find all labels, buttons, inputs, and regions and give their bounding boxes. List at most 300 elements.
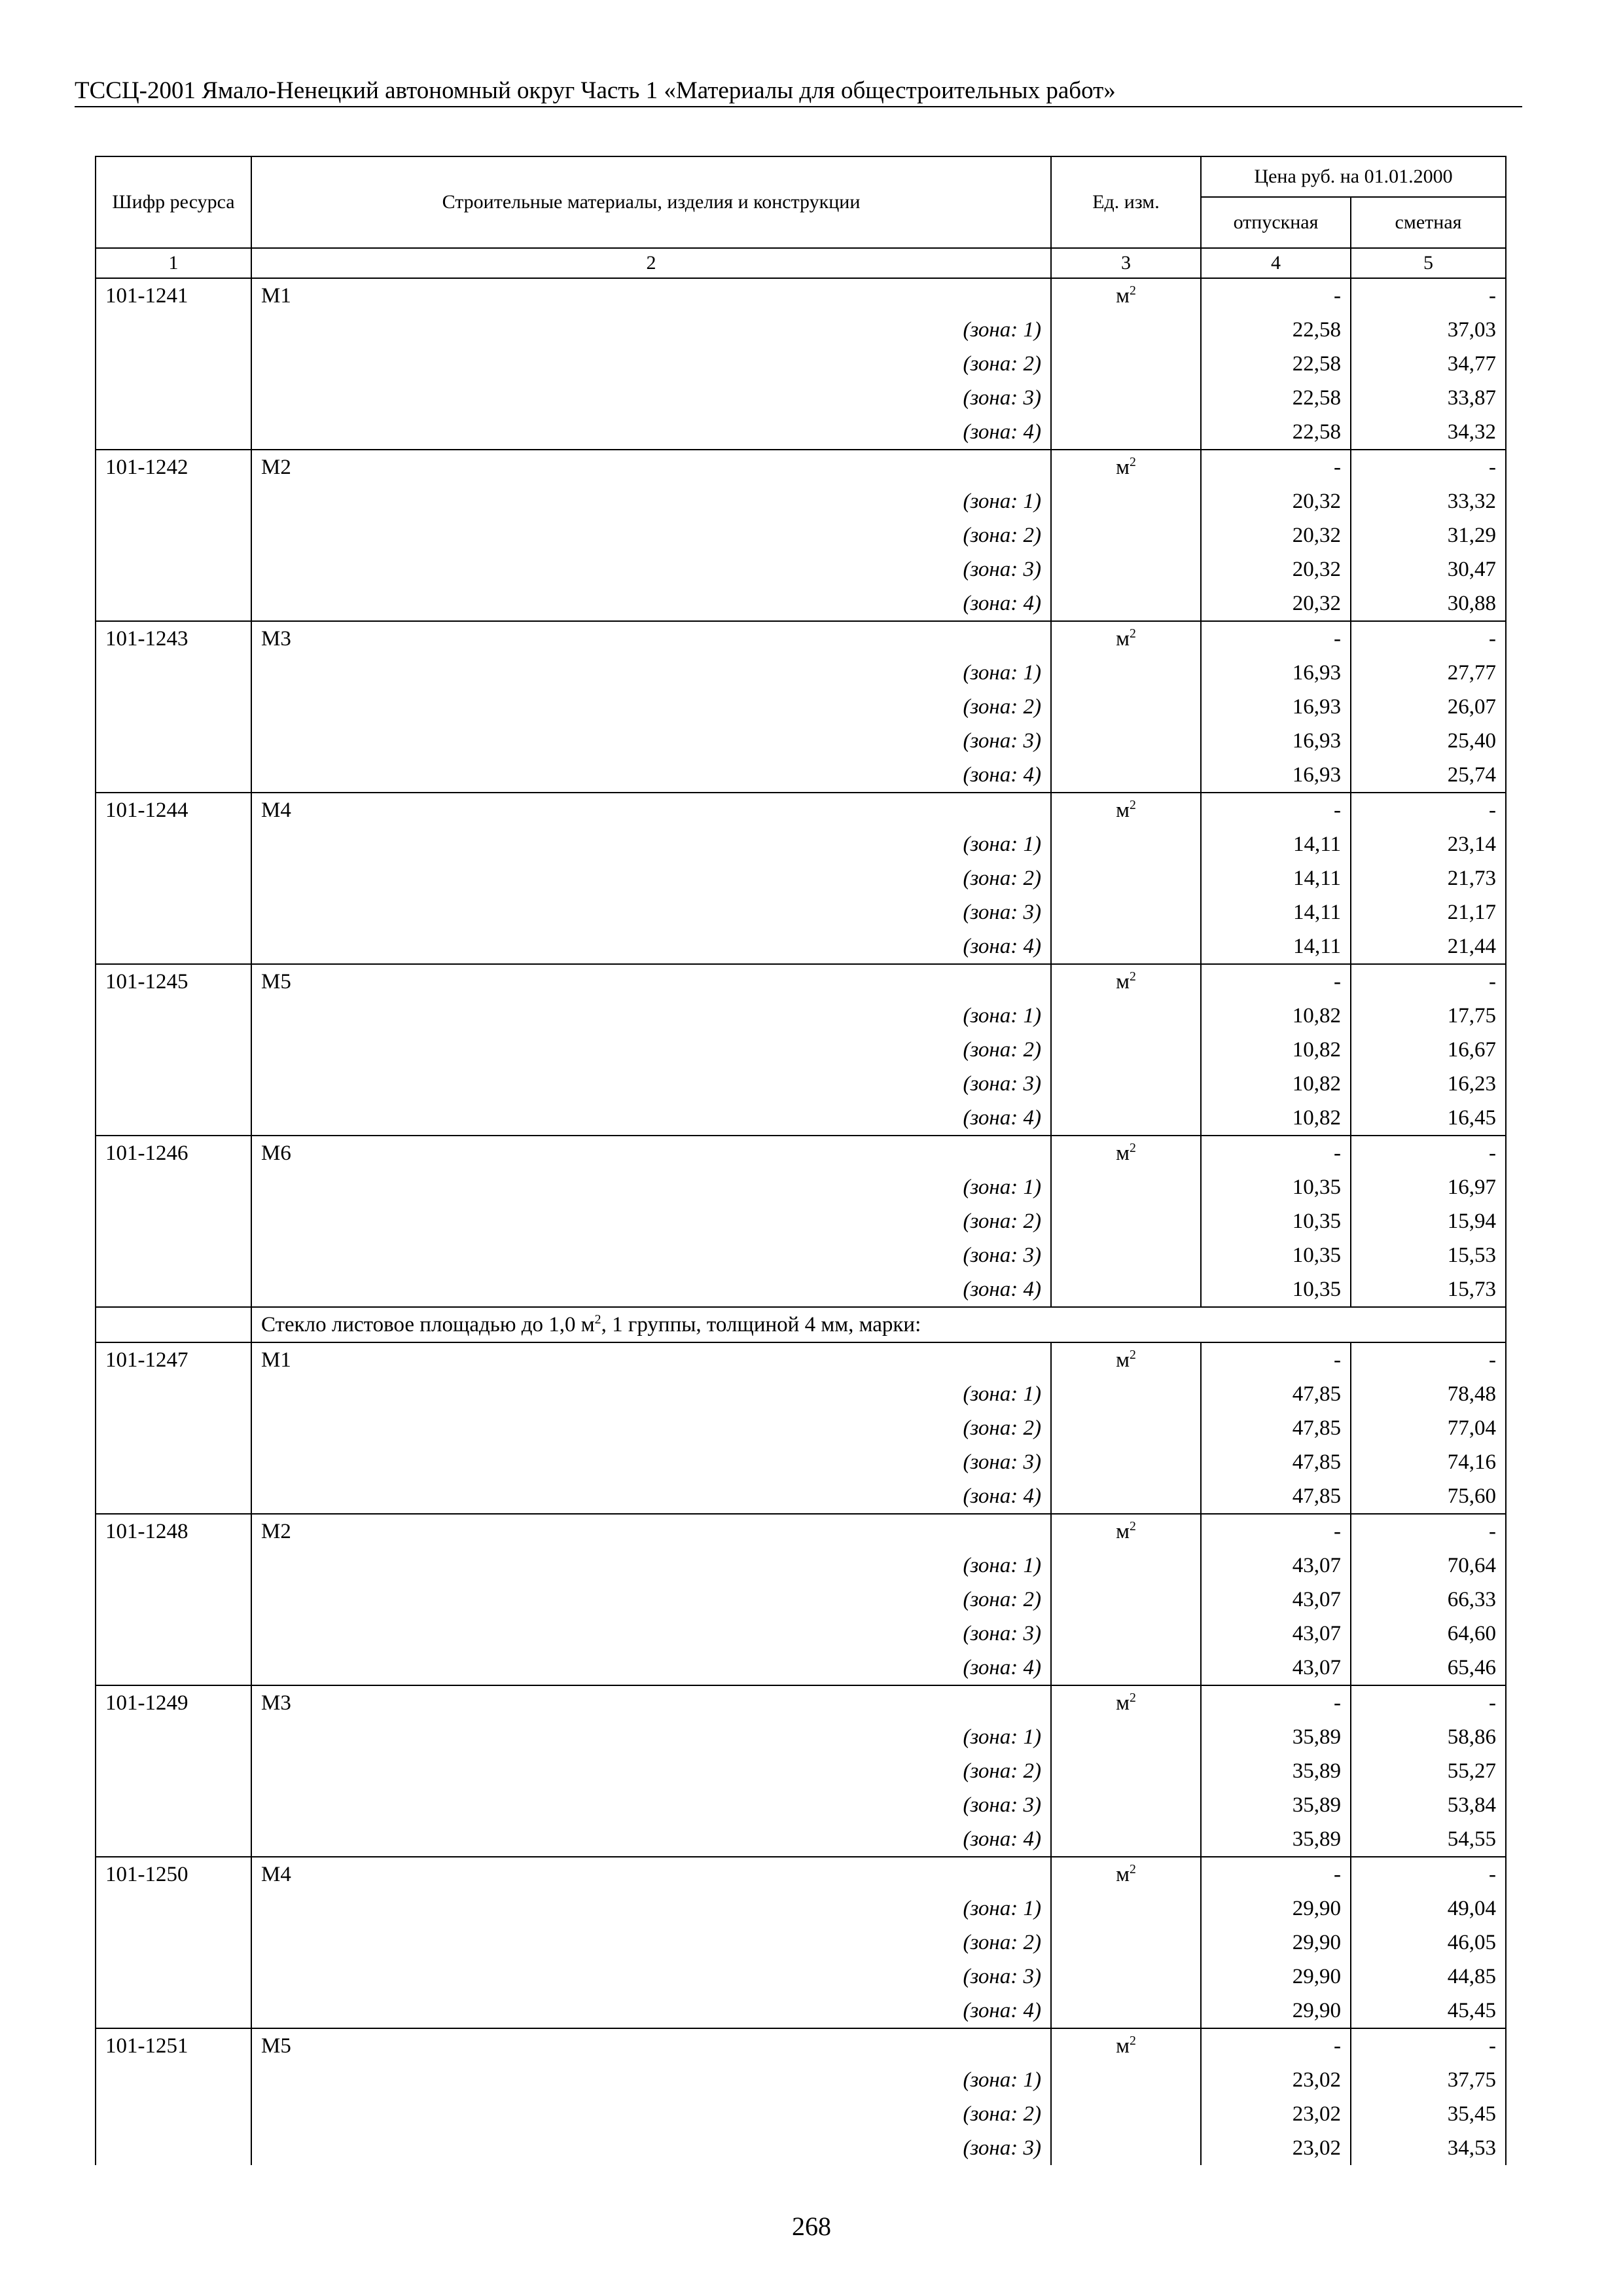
zone-row	[96, 827, 1506, 861]
unit-superscript: 2	[1130, 1348, 1136, 1362]
unit-empty	[1051, 1479, 1201, 1514]
price-table-container	[95, 156, 1507, 2165]
zone-row	[96, 724, 1506, 758]
zone-row	[96, 1272, 1506, 1307]
item-row	[96, 450, 1506, 484]
zone-label: (зона: 2)	[251, 1033, 1051, 1067]
zone-label: (зона: 1)	[251, 1720, 1051, 1754]
zone-row	[96, 999, 1506, 1033]
zone-label: (зона: 2)	[251, 1754, 1051, 1788]
zone-row	[96, 1651, 1506, 1685]
release-price: -	[1201, 964, 1351, 999]
resource-code-empty	[96, 1445, 251, 1479]
table-body	[96, 278, 1506, 2165]
release-price: 22,58	[1201, 381, 1351, 415]
zone-row	[96, 1549, 1506, 1583]
zone-label: (зона: 4)	[251, 1822, 1051, 1857]
release-price: 10,82	[1201, 1101, 1351, 1136]
estimate-price: 31,29	[1351, 518, 1506, 552]
zone-label: (зона: 3)	[251, 1617, 1051, 1651]
unit-empty	[1051, 1926, 1201, 1960]
zone-row	[96, 2063, 1506, 2097]
release-price: 43,07	[1201, 1549, 1351, 1583]
release-price: 20,32	[1201, 518, 1351, 552]
estimate-price: 34,77	[1351, 347, 1506, 381]
estimate-price: 66,33	[1351, 1583, 1506, 1617]
material-name: М4	[251, 793, 1051, 827]
release-price: 22,58	[1201, 415, 1351, 450]
unit-superscript: 2	[1130, 798, 1136, 812]
unit-empty	[1051, 690, 1201, 724]
unit-text: м	[1116, 1520, 1130, 1543]
zone-row	[96, 1479, 1506, 1514]
estimate-price: 45,45	[1351, 1994, 1506, 2028]
zone-label: (зона: 2)	[251, 1926, 1051, 1960]
unit-text: м	[1116, 456, 1130, 479]
release-price: 10,35	[1201, 1272, 1351, 1307]
resource-code-empty	[96, 1101, 251, 1136]
unit-text: м	[1116, 970, 1130, 994]
zone-row	[96, 2097, 1506, 2131]
estimate-price: -	[1351, 793, 1506, 827]
section-row	[96, 1307, 1506, 1342]
release-price: 23,02	[1201, 2097, 1351, 2131]
resource-code-empty	[96, 1926, 251, 1960]
release-price: 14,11	[1201, 895, 1351, 929]
estimate-price: 25,40	[1351, 724, 1506, 758]
resource-code-empty	[96, 1479, 251, 1514]
zone-row	[96, 1822, 1506, 1857]
estimate-price: 58,86	[1351, 1720, 1506, 1754]
estimate-price: 53,84	[1351, 1788, 1506, 1822]
estimate-price: -	[1351, 278, 1506, 313]
zone-row	[96, 1754, 1506, 1788]
section-heading	[251, 1307, 1506, 1342]
unit-text: м	[1116, 1348, 1130, 1372]
estimate-price: 16,67	[1351, 1033, 1506, 1067]
zone-row	[96, 415, 1506, 450]
release-price: 10,35	[1201, 1170, 1351, 1204]
estimate-price: 16,45	[1351, 1101, 1506, 1136]
release-price: 43,07	[1201, 1617, 1351, 1651]
zone-label: (зона: 2)	[251, 1204, 1051, 1238]
material-name: М3	[251, 1685, 1051, 1720]
resource-code-empty	[96, 2063, 251, 2097]
item-row	[96, 621, 1506, 656]
resource-code: 101-1249	[96, 1685, 251, 1720]
estimate-price: 26,07	[1351, 690, 1506, 724]
release-price: 43,07	[1201, 1583, 1351, 1617]
price-table	[95, 156, 1507, 2165]
resource-code-empty	[96, 1892, 251, 1926]
zone-label: (зона: 4)	[251, 758, 1051, 793]
resource-code: 101-1248	[96, 1514, 251, 1549]
zone-row	[96, 1994, 1506, 2028]
unit-cell	[1051, 1342, 1201, 1377]
unit-empty	[1051, 1204, 1201, 1238]
release-price: -	[1201, 1136, 1351, 1170]
release-price: 47,85	[1201, 1479, 1351, 1514]
zone-label: (зона: 1)	[251, 2063, 1051, 2097]
estimate-price: 33,87	[1351, 381, 1506, 415]
zone-row	[96, 656, 1506, 690]
estimate-price: 35,45	[1351, 2097, 1506, 2131]
release-price: 35,89	[1201, 1754, 1351, 1788]
zone-row	[96, 1170, 1506, 1204]
unit-empty	[1051, 2097, 1201, 2131]
estimate-price: 64,60	[1351, 1617, 1506, 1651]
resource-code-empty	[96, 381, 251, 415]
zone-label: (зона: 4)	[251, 1101, 1051, 1136]
resource-code-empty	[96, 1170, 251, 1204]
estimate-price: 15,53	[1351, 1238, 1506, 1272]
estimate-price: 37,03	[1351, 313, 1506, 347]
resource-code-empty	[96, 1822, 251, 1857]
item-row	[96, 1342, 1506, 1377]
header-estimate-price: сметная	[1351, 197, 1506, 248]
release-price: 47,85	[1201, 1377, 1351, 1411]
unit-empty	[1051, 861, 1201, 895]
unit-text: м	[1116, 284, 1130, 308]
unit-cell	[1051, 1685, 1201, 1720]
resource-code-empty	[96, 656, 251, 690]
unit-empty	[1051, 415, 1201, 450]
material-name: М3	[251, 621, 1051, 656]
resource-code-empty	[96, 347, 251, 381]
zone-row	[96, 1720, 1506, 1754]
release-price: 20,32	[1201, 484, 1351, 518]
unit-empty	[1051, 1720, 1201, 1754]
header-unit: Ед. изм.	[1051, 156, 1201, 248]
zone-row	[96, 381, 1506, 415]
estimate-price: -	[1351, 621, 1506, 656]
release-price: 16,93	[1201, 656, 1351, 690]
unit-empty	[1051, 2131, 1201, 2165]
item-row	[96, 1514, 1506, 1549]
unit-empty	[1051, 518, 1201, 552]
resource-code-empty	[96, 1307, 251, 1342]
estimate-price: -	[1351, 450, 1506, 484]
resource-code-empty	[96, 1238, 251, 1272]
estimate-price: 30,47	[1351, 552, 1506, 586]
release-price: 23,02	[1201, 2131, 1351, 2165]
release-price: 47,85	[1201, 1411, 1351, 1445]
zone-row	[96, 2131, 1506, 2165]
unit-superscript: 2	[1130, 1691, 1136, 1705]
unit-text: м	[1116, 1863, 1130, 1886]
release-price: 35,89	[1201, 1720, 1351, 1754]
zone-label: (зона: 1)	[251, 1170, 1051, 1204]
zone-label: (зона: 3)	[251, 724, 1051, 758]
estimate-price: -	[1351, 964, 1506, 999]
unit-empty	[1051, 1272, 1201, 1307]
zone-row	[96, 1204, 1506, 1238]
release-price: 10,35	[1201, 1204, 1351, 1238]
unit-empty	[1051, 758, 1201, 793]
unit-empty	[1051, 1960, 1201, 1994]
unit-empty	[1051, 1549, 1201, 1583]
unit-empty	[1051, 999, 1201, 1033]
zone-row	[96, 1892, 1506, 1926]
zone-label: (зона: 1)	[251, 999, 1051, 1033]
resource-code: 101-1242	[96, 450, 251, 484]
unit-empty	[1051, 1033, 1201, 1067]
column-number: 2	[251, 248, 1051, 278]
zone-row	[96, 1788, 1506, 1822]
resource-code-empty	[96, 929, 251, 964]
zone-label: (зона: 4)	[251, 1994, 1051, 2028]
release-price: -	[1201, 450, 1351, 484]
resource-code-empty	[96, 690, 251, 724]
resource-code-empty	[96, 1617, 251, 1651]
unit-empty	[1051, 1583, 1201, 1617]
release-price: 23,02	[1201, 2063, 1351, 2097]
zone-label: (зона: 3)	[251, 1238, 1051, 1272]
zone-row	[96, 1411, 1506, 1445]
resource-code-empty	[96, 484, 251, 518]
unit-empty	[1051, 1994, 1201, 2028]
unit-empty	[1051, 1754, 1201, 1788]
zone-row	[96, 1617, 1506, 1651]
zone-row	[96, 1033, 1506, 1067]
material-name: М4	[251, 1857, 1051, 1892]
estimate-price: 33,32	[1351, 484, 1506, 518]
resource-code: 101-1245	[96, 964, 251, 999]
unit-cell	[1051, 450, 1201, 484]
release-price: 29,90	[1201, 1892, 1351, 1926]
zone-row	[96, 758, 1506, 793]
estimate-price: 49,04	[1351, 1892, 1506, 1926]
section-superscript: 2	[594, 1312, 601, 1327]
resource-code-empty	[96, 861, 251, 895]
estimate-price: 30,88	[1351, 586, 1506, 621]
zone-label: (зона: 4)	[251, 586, 1051, 621]
estimate-price: 78,48	[1351, 1377, 1506, 1411]
unit-empty	[1051, 1445, 1201, 1479]
resource-code: 101-1250	[96, 1857, 251, 1892]
unit-empty	[1051, 586, 1201, 621]
material-name: М5	[251, 964, 1051, 999]
estimate-price: 37,75	[1351, 2063, 1506, 2097]
column-number: 1	[96, 248, 251, 278]
resource-code-empty	[96, 1067, 251, 1101]
unit-cell	[1051, 278, 1201, 313]
unit-empty	[1051, 1822, 1201, 1857]
estimate-price: 21,73	[1351, 861, 1506, 895]
release-price: 47,85	[1201, 1445, 1351, 1479]
column-number: 4	[1201, 248, 1351, 278]
release-price: -	[1201, 793, 1351, 827]
resource-code-empty	[96, 827, 251, 861]
zone-label: (зона: 1)	[251, 1892, 1051, 1926]
estimate-price: 46,05	[1351, 1926, 1506, 1960]
unit-cell	[1051, 2028, 1201, 2063]
release-price: -	[1201, 278, 1351, 313]
unit-empty	[1051, 1892, 1201, 1926]
release-price: 29,90	[1201, 1926, 1351, 1960]
item-row	[96, 1685, 1506, 1720]
release-price: 29,90	[1201, 1994, 1351, 2028]
resource-code-empty	[96, 1377, 251, 1411]
item-row	[96, 2028, 1506, 2063]
header-rule	[75, 106, 1522, 107]
section-text-tail: , 1 группы, толщиной 4 мм, марки:	[601, 1313, 921, 1336]
resource-code-empty	[96, 586, 251, 621]
zone-row	[96, 1238, 1506, 1272]
estimate-price: 55,27	[1351, 1754, 1506, 1788]
zone-label: (зона: 3)	[251, 1445, 1051, 1479]
estimate-price: 77,04	[1351, 1411, 1506, 1445]
zone-label: (зона: 1)	[251, 313, 1051, 347]
unit-empty	[1051, 1101, 1201, 1136]
release-price: 10,82	[1201, 999, 1351, 1033]
release-price: -	[1201, 1685, 1351, 1720]
resource-code-empty	[96, 1549, 251, 1583]
release-price: -	[1201, 621, 1351, 656]
resource-code-empty	[96, 2131, 251, 2165]
release-price: 43,07	[1201, 1651, 1351, 1685]
release-price: 22,58	[1201, 347, 1351, 381]
zone-label: (зона: 1)	[251, 484, 1051, 518]
estimate-price: -	[1351, 2028, 1506, 2063]
zone-label: (зона: 3)	[251, 2131, 1051, 2165]
zone-row	[96, 1067, 1506, 1101]
unit-empty	[1051, 895, 1201, 929]
zone-label: (зона: 4)	[251, 1272, 1051, 1307]
estimate-price: 74,16	[1351, 1445, 1506, 1479]
unit-empty	[1051, 724, 1201, 758]
unit-cell	[1051, 1136, 1201, 1170]
resource-code: 101-1241	[96, 278, 251, 313]
unit-superscript: 2	[1130, 1519, 1136, 1534]
unit-empty	[1051, 1170, 1201, 1204]
zone-label: (зона: 4)	[251, 415, 1051, 450]
zone-row	[96, 895, 1506, 929]
resource-code: 101-1243	[96, 621, 251, 656]
release-price: 35,89	[1201, 1822, 1351, 1857]
header-price-group: Цена руб. на 01.01.2000	[1201, 156, 1506, 197]
release-price: 20,32	[1201, 586, 1351, 621]
resource-code: 101-1244	[96, 793, 251, 827]
item-row	[96, 1136, 1506, 1170]
resource-code-empty	[96, 1033, 251, 1067]
unit-superscript: 2	[1130, 283, 1136, 298]
release-price: 16,93	[1201, 690, 1351, 724]
unit-cell	[1051, 1514, 1201, 1549]
release-price: 14,11	[1201, 861, 1351, 895]
estimate-price: 15,94	[1351, 1204, 1506, 1238]
release-price: 16,93	[1201, 724, 1351, 758]
zone-label: (зона: 2)	[251, 2097, 1051, 2131]
unit-superscript: 2	[1130, 626, 1136, 641]
zone-label: (зона: 3)	[251, 1067, 1051, 1101]
item-row	[96, 278, 1506, 313]
zone-label: (зона: 1)	[251, 827, 1051, 861]
unit-empty	[1051, 1238, 1201, 1272]
resource-code-empty	[96, 999, 251, 1033]
zone-label: (зона: 3)	[251, 1788, 1051, 1822]
unit-text: м	[1116, 798, 1130, 822]
estimate-price: 21,44	[1351, 929, 1506, 964]
unit-empty	[1051, 1377, 1201, 1411]
zone-row	[96, 1926, 1506, 1960]
unit-empty	[1051, 929, 1201, 964]
release-price: 14,11	[1201, 929, 1351, 964]
zone-label: (зона: 1)	[251, 1549, 1051, 1583]
resource-code-empty	[96, 1754, 251, 1788]
zone-row	[96, 1445, 1506, 1479]
release-price: -	[1201, 1342, 1351, 1377]
zone-row	[96, 1101, 1506, 1136]
zone-row	[96, 313, 1506, 347]
estimate-price: 16,23	[1351, 1067, 1506, 1101]
resource-code-empty	[96, 518, 251, 552]
unit-cell	[1051, 1857, 1201, 1892]
unit-superscript: 2	[1130, 455, 1136, 469]
resource-code: 101-1246	[96, 1136, 251, 1170]
zone-row	[96, 347, 1506, 381]
zone-label: (зона: 2)	[251, 1411, 1051, 1445]
unit-empty	[1051, 2063, 1201, 2097]
estimate-price: 23,14	[1351, 827, 1506, 861]
material-name: М5	[251, 2028, 1051, 2063]
zone-row	[96, 929, 1506, 964]
release-price: 29,90	[1201, 1960, 1351, 1994]
estimate-price: 16,97	[1351, 1170, 1506, 1204]
resource-code: 101-1251	[96, 2028, 251, 2063]
unit-cell	[1051, 964, 1201, 999]
estimate-price: -	[1351, 1342, 1506, 1377]
unit-cell	[1051, 621, 1201, 656]
resource-code-empty	[96, 313, 251, 347]
resource-code-empty	[96, 415, 251, 450]
material-name: М1	[251, 278, 1051, 313]
release-price: 10,82	[1201, 1067, 1351, 1101]
unit-empty	[1051, 313, 1201, 347]
resource-code-empty	[96, 724, 251, 758]
release-price: -	[1201, 1857, 1351, 1892]
resource-code-empty	[96, 1788, 251, 1822]
unit-empty	[1051, 1788, 1201, 1822]
unit-superscript: 2	[1130, 969, 1136, 984]
zone-row	[96, 552, 1506, 586]
zone-row	[96, 1960, 1506, 1994]
zone-row	[96, 586, 1506, 621]
estimate-price: -	[1351, 1514, 1506, 1549]
release-price: 22,58	[1201, 313, 1351, 347]
estimate-price: 17,75	[1351, 999, 1506, 1033]
header-release-price: отпускная	[1201, 197, 1351, 248]
resource-code-empty	[96, 895, 251, 929]
estimate-price: 27,77	[1351, 656, 1506, 690]
estimate-price: 65,46	[1351, 1651, 1506, 1685]
material-name: М2	[251, 450, 1051, 484]
estimate-price: 70,64	[1351, 1549, 1506, 1583]
resource-code-empty	[96, 1583, 251, 1617]
release-price: 10,35	[1201, 1238, 1351, 1272]
zone-label: (зона: 4)	[251, 1479, 1051, 1514]
running-header: ТССЦ-2001 Ямало-Ненецкий автономный округ Часть 1 «Материалы для общестроительных работ»	[75, 77, 1116, 104]
zone-label: (зона: 4)	[251, 929, 1051, 964]
unit-superscript: 2	[1130, 1862, 1136, 1876]
unit-superscript: 2	[1130, 2034, 1136, 2048]
header-name: Строительные материалы, изделия и конструкции	[251, 156, 1051, 248]
material-name: М1	[251, 1342, 1051, 1377]
item-row	[96, 1857, 1506, 1892]
material-name: М2	[251, 1514, 1051, 1549]
unit-empty	[1051, 827, 1201, 861]
zone-label: (зона: 4)	[251, 1651, 1051, 1685]
